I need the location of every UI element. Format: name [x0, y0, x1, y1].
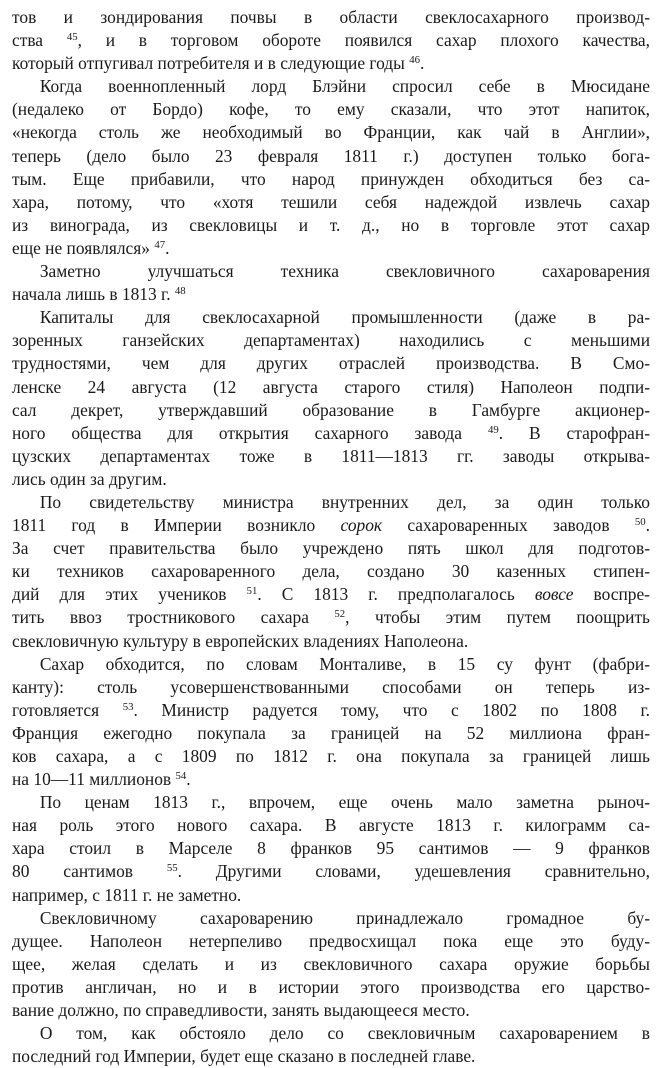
text-line: начала лишь в 1813 г. $^{48}$	[12, 284, 186, 305]
paragraph	[12, 1022, 650, 1068]
paragraph	[12, 791, 650, 906]
text-line: дущее. Наполеон нетерпеливо предвосхищал пока еще это буду-	[12, 930, 650, 951]
text-line: Свекловичному сахароварению принадлежало громадное бу-	[39, 907, 650, 928]
text-line: ного общества для открытия сахарного завода $^{49}$. В старофран-	[12, 422, 650, 443]
text-line: ленске 24 августа (12 августа старого стиля) Наполеон подпи-	[12, 376, 650, 397]
text-line: ства $^{45}$, и в торговом обороте появился сахар плохого качества,	[12, 30, 650, 51]
text-line: хара, потому, что «хотя тешили себя надеждой извлечь сахар	[12, 191, 650, 212]
footnote-ref: 46	[409, 54, 420, 67]
emphasis: вовсе	[534, 584, 574, 605]
text-line: ная роль этого нового сахара. В августе 1813 г. килограмм са-	[12, 815, 650, 836]
text-line: который отпугивал потребителя и в следующие годы $^{46}$.	[12, 53, 425, 74]
text-line: зоренных ганзейских департаментах) находились с меньшими	[12, 330, 650, 351]
text-line: тым. Еще прибавили, что народ принужден обходиться без са-	[12, 168, 650, 189]
text-line: против англичан, но и в истории этого производства его царство-	[12, 976, 650, 997]
footnote-ref: 49	[487, 423, 499, 436]
text-line: ки техников сахароваренного дела, создано 30 казенных стипен-	[12, 561, 650, 582]
text-line: По ценам 1813 г., впрочем, еще очень мало заметна рыноч-	[39, 792, 650, 813]
paragraph	[12, 260, 650, 306]
footnote-ref: 53	[122, 700, 134, 713]
text-line: еще не появлялся» $^{47}$.	[12, 237, 170, 258]
paragraph	[12, 907, 650, 1022]
text-line: канту): столь усовершенствованными способами он теперь из-	[12, 676, 650, 697]
text-line: готовляется $^{53}$. Министр радуется тому, что с 1802 по 1808 г.	[12, 699, 651, 720]
emphasis: сорок	[340, 515, 383, 536]
paragraph	[12, 653, 650, 792]
text-line: тов и зондирования почвы в области свеклосахарного производ-	[12, 7, 650, 27]
text-line: Франция ежегодно покупала за границей на 52 миллиона фран-	[12, 722, 650, 743]
text-line: 80 сантимов $^{55}$. Другими словами, удешевления сравнительно,	[12, 861, 650, 882]
text-line: последний год Империи, будет еще сказано в последней главе.	[12, 1046, 476, 1067]
text-line: трудностями, чем для других отраслей производства. В Смо-	[12, 353, 650, 374]
text-line: По свидетельству министра внутренних дел, за один только	[39, 491, 650, 512]
footnote-ref: 52	[334, 608, 346, 621]
text-line: щее, желая сделать и из свекловичного сахара оружие борьбы	[12, 953, 650, 974]
footnote-ref: 51	[246, 585, 258, 598]
text-line: Сахар обходится, по словам Монталиве, в 15 су фунт (фабри-	[39, 653, 650, 674]
footnote-ref: 54	[175, 770, 187, 783]
text-line: Заметно улучшаться техника свекловичного сахароварения	[39, 261, 650, 282]
text-line: теперь (дело было 23 февраля 1811 г.) доступен только бога-	[12, 145, 650, 166]
text-line: Когда военнопленный лорд Блэйни спросил себе в Мюсидане	[39, 76, 650, 97]
paragraph	[12, 75, 650, 260]
paragraph	[12, 491, 650, 653]
text-line: тить ввоз тростникового сахара $^{52}$, чтобы этим путем поощрить	[12, 607, 650, 628]
text-line: из винограда, из свекловицы и т. д., но в торговле этот сахар	[12, 214, 650, 235]
paragraph	[12, 6, 650, 75]
text-line: 1811 год в Империи возникло сорок сахароваренных заводов $^{50}$.	[12, 515, 650, 536]
text-line: вание должно, по справедливости, занять выдающееся место.	[12, 1000, 470, 1021]
text-line: свекловичную культуру в европейских владениях Наполеона.	[12, 630, 469, 651]
text-line: (недалеко от Бордо) кофе, то ему сказали, что этот напиток,	[12, 99, 650, 120]
text-line: лись один за другим.	[12, 468, 167, 489]
text-line: Капиталы для свеклосахарной промышленности (даже в ра-	[39, 307, 650, 328]
footnote-ref: 45	[66, 31, 78, 44]
text-line: сал декрет, утверждавший образование в Гамбурге акционер-	[12, 399, 650, 420]
text-line: дий для этих учеников $^{51}$. С 1813 г. предполагалось вовсе воспре-	[12, 584, 650, 605]
footnote-ref: 48	[174, 285, 186, 298]
text-line: хара стоил в Марселе 8 франков 95 сантимов — 9 франков	[12, 838, 650, 859]
text-line: цузских департаментах тоже в 1811—1813 гг. заводы открыва-	[12, 445, 650, 466]
paragraph	[12, 306, 650, 491]
footnote-ref: 47	[154, 239, 166, 252]
text-line: За счет правительства было учреждено пять школ для подготов-	[12, 538, 650, 559]
text-line: например, с 1811 г. не заметно.	[12, 884, 242, 905]
text-line: «некогда столь же необходимый во Франции, как чай в Англии»,	[12, 122, 650, 143]
text-line: ков сахара, а с 1809 по 1812 г. она покупала за границей лишь	[12, 746, 650, 766]
text-line: на 10—11 миллионов $^{54}$.	[12, 769, 191, 790]
footnote-ref: 55	[166, 862, 178, 875]
footnote-ref: 50	[634, 516, 646, 529]
text-line: О том, как обстояло дело со свекловичным сахароварением в	[39, 1023, 650, 1044]
